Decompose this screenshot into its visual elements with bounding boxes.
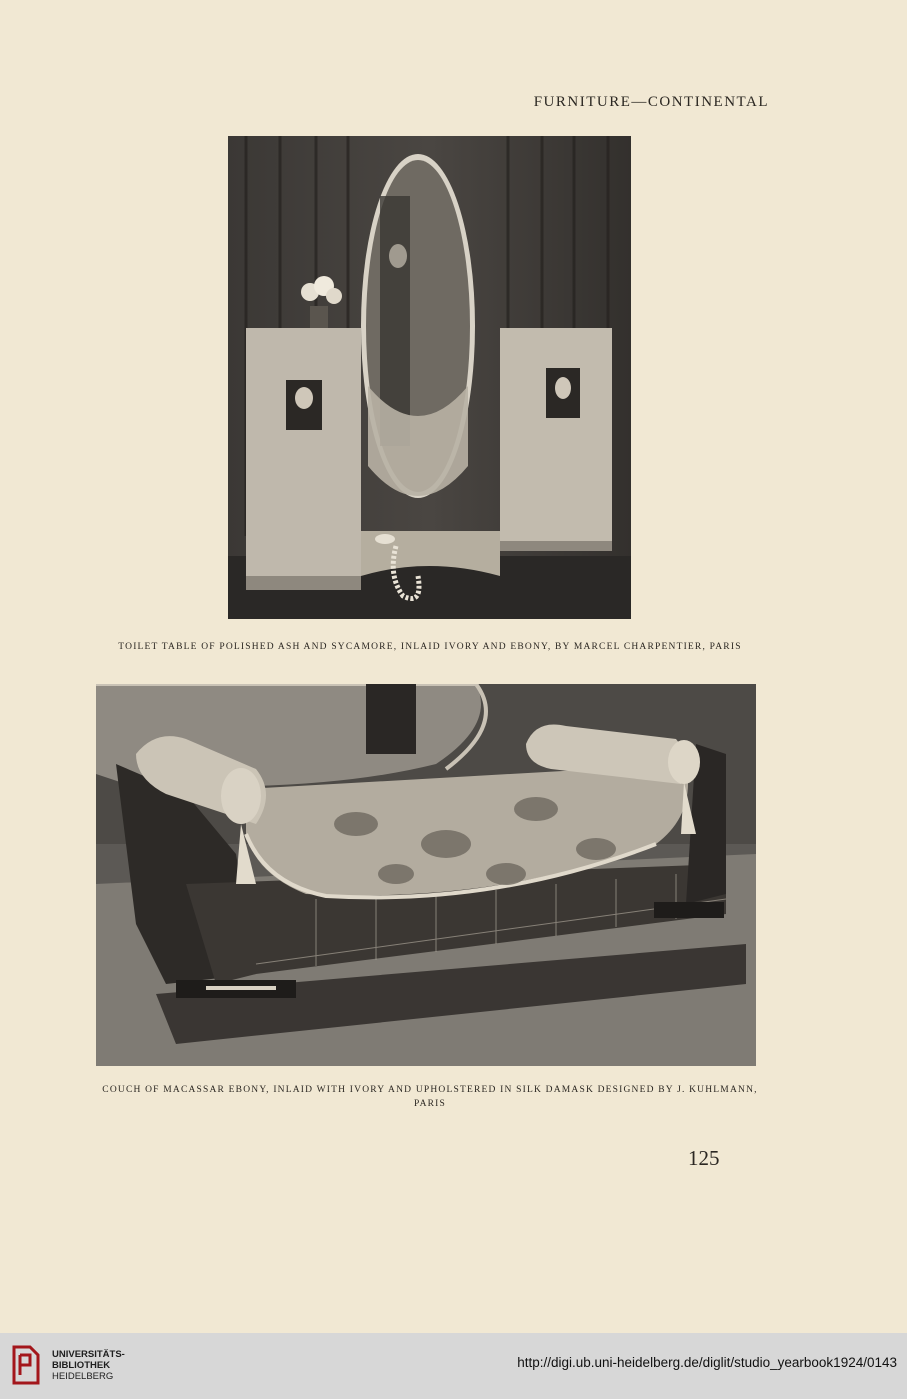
running-head: FURNITURE—CONTINENTAL (533, 94, 769, 110)
source-url[interactable]: http://digi.ub.uni-heidelberg.de/diglit/studio_yearbook1924/0143 (517, 1355, 897, 1370)
library-logo-icon (10, 1343, 44, 1387)
library-name-line3: HEIDELBERG (52, 1371, 114, 1382)
caption-couch-line1: COUCH OF MACASSAR EBONY, INLAID WITH IVORY AND UPHOLSTERED IN SILK DAMASK DESIGNED BY J. KUHLMANN, (102, 1085, 758, 1095)
library-name-line1: UNIVERSITÄTS- (52, 1349, 125, 1360)
library-name (52, 1349, 125, 1382)
library-name-line2: BIBLIOTHEK (52, 1360, 111, 1371)
caption-couch (90, 1083, 770, 1111)
page-number: 125 (688, 1146, 720, 1170)
photo-couch (96, 684, 756, 1066)
digitization-footer (0, 1333, 907, 1399)
photo-toilet-table (228, 136, 631, 619)
caption-couch-line2: PARIS (413, 1099, 447, 1109)
caption-toilet-table: TOILET TABLE OF POLISHED ASH AND SYCAMORE, INLAID IVORY AND EBONY, BY MARCEL CHARPENTIER, PARIS (118, 642, 742, 652)
